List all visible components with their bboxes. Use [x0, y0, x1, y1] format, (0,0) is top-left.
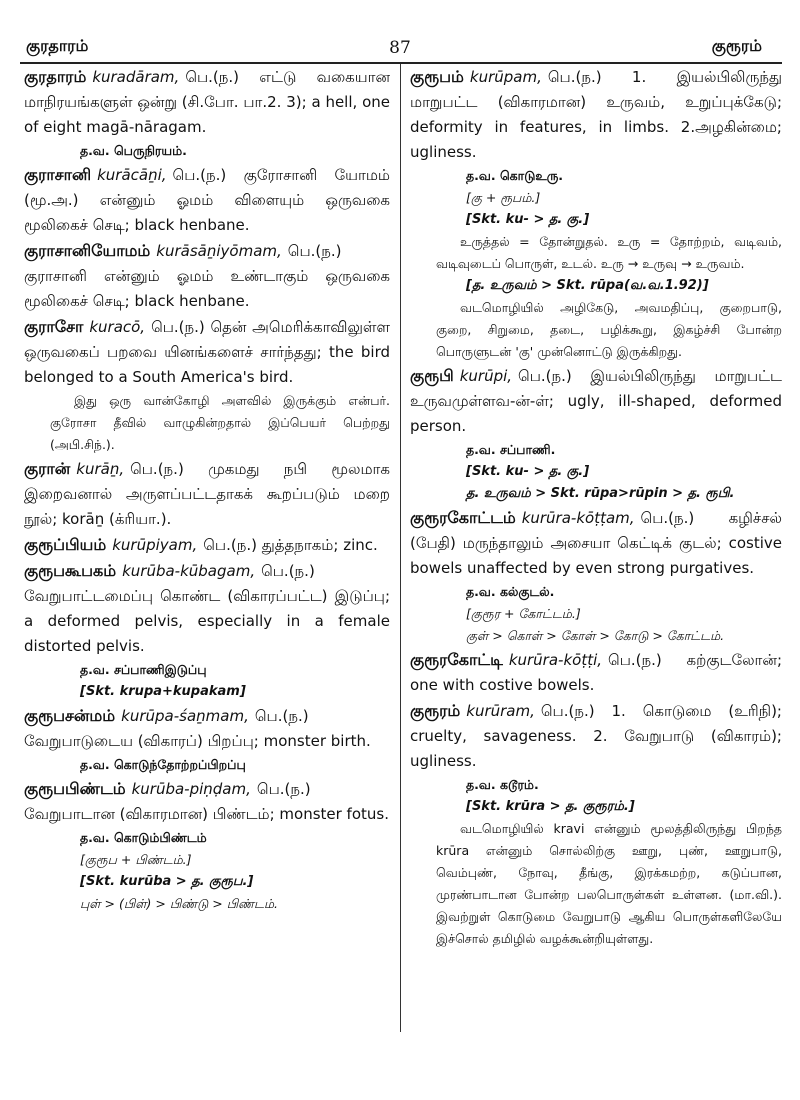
page-number: 87	[389, 38, 411, 58]
headword: குராசானியோமம்	[24, 241, 151, 260]
headword: குரூப்பியம்	[24, 535, 107, 554]
headword: குரான்	[24, 459, 71, 478]
transliteration: kurūba-piṇḍam,	[131, 780, 251, 798]
transliteration: kurūra-kōṭṭi,	[508, 651, 603, 669]
definition: பெ.(ந.) வேறுபாடுடைய (விகாரப்) பிறப்பு; monster birth.	[24, 707, 371, 750]
sanskrit-source: [Skt. krūra > த. குரூரம்.]	[466, 799, 635, 814]
derivation-reference: த. உருவம் > Skt. rūpa>rūpin > த. ரூபி.	[466, 486, 735, 501]
headword: குரூபி	[410, 366, 454, 385]
transliteration: kurūpi,	[459, 367, 513, 385]
headword: குரூபபிண்டம்	[24, 779, 126, 798]
etymology-note: உருத்தல் = தோன்றுதல். உரு = தோற்றம், வடிவம், வடிவுடைப் பொருள், உடல். உரு → உருவு → உருவம்.	[436, 234, 782, 271]
headword: குரூரகோட்டி	[410, 650, 503, 669]
derivation-chain: குள் > கொள் > கோள் > கோடு > கோட்டம்.	[466, 628, 725, 643]
transliteration: kurūba-kūbagam,	[122, 562, 256, 580]
definition: பெ.(ந.) வேறுபாடான (விகாரமான) பிண்டம்; monster fotus.	[24, 780, 389, 823]
transliteration: kuracō,	[89, 318, 146, 336]
tamil-equivalent: த.வ. கொடுந்தோற்றப்பிறப்பு	[80, 757, 246, 772]
word-formation: [குரூப + பிண்டம்.]	[80, 852, 192, 867]
etymology-note: வடமொழியில் kravi என்னும் மூலத்திலிருந்து பிறந்த krūra என்னும் சொல்லிற்கு ஊறு, புண், ஊறுபாடு, வெம்புண், நோவு, தீங்கு, இரக்கமற்ற, கடுப்பான, முரண்பாடான போன்ற பலபொருள்கள் உள்ளன. (மா.வி.). இவற்றுள் கொடுமை வேறுபாடு ஆகிய பொருள்களிலேயே இச்சொல் தமிழில் வழக்கூன்றியுள்ளது.	[436, 821, 782, 946]
tamil-equivalent: த.வ. கல்குடல்.	[466, 584, 555, 599]
definition: பெ.(ந.) எட்டு வகையான மாநிரயங்களுள் ஒன்று (சி.போ. பா.2. 3); a hell, one of eight magā-nāragam.	[24, 68, 390, 136]
dictionary-entry	[24, 703, 390, 754]
tamil-equivalent: த.வ. சப்பாணி.	[466, 442, 556, 457]
definition: பெ.(ந.) தென் அமெரிக்காவிலுள்ள ஒருவகைப் பறவை யினங்களைச் சார்ந்தது; the bird belonged to a South America's bird.	[24, 318, 390, 386]
headword: குரூபகூபகம்	[24, 561, 117, 580]
transliteration: kuradāram,	[92, 68, 180, 86]
word-formation: [கு + ரூபம்.]	[466, 190, 541, 205]
dictionary-entry	[24, 558, 390, 659]
dictionary-entry	[410, 647, 782, 698]
headword: குராசானி	[24, 165, 92, 184]
transliteration: kurūram,	[466, 702, 535, 720]
sanskrit-source: [Skt. ku- > த. கு.]	[466, 212, 590, 227]
definition: பெ.(ந.) குராசானி என்னும் ஓமம் உண்டாகும் ஒருவகை மூலிகைச் செடி; black henbane.	[24, 242, 390, 310]
dictionary-entry	[24, 162, 390, 238]
derivation-chain: புள் > (பிள்) > பிண்டு > பிண்டம்.	[80, 896, 279, 911]
dictionary-entry	[24, 776, 390, 827]
sanskrit-source: [Skt. kurūba > த. குரூப.]	[80, 874, 254, 889]
dictionary-entry	[24, 64, 390, 140]
dictionary-entry	[24, 532, 390, 558]
dictionary-entry	[24, 314, 390, 390]
right-column	[410, 64, 782, 950]
headword: குராசோ	[24, 317, 84, 336]
guide-word-left: குரதாரம்	[26, 36, 89, 55]
headword: குரூரம்	[410, 701, 461, 720]
definition: பெ.(ந.) 1. கொடுமை (உரிநி); cruelty, savageness. 2. வேறுபாடு (விகாரம்); ugliness.	[410, 702, 782, 770]
etymology-note: வடமொழியில் அழிகேடு, அவமதிப்பு, குறைபாடு, குறை, சிறுமை, தடை, பழிக்கூறு, இகழ்ச்சி போன்ற பொருளுடன் 'கு' முன்னொட்டு இருக்கிறது.	[436, 300, 782, 359]
headword: குரூபசன்மம்	[24, 706, 116, 725]
column-divider	[400, 64, 401, 1032]
transliteration: kurūra-kōṭṭam,	[521, 509, 635, 527]
definition: பெ.(ந.) இயல்பிலிருந்து மாறுபட்ட உருவமுள்ளவ-ன்-ள்; ugly, ill-shaped, deformed person.	[410, 367, 782, 435]
definition: பெ.(ந.) துத்தநாகம்; zinc.	[203, 536, 378, 554]
transliteration: kurāṉ,	[76, 460, 125, 478]
headword: குரூபம்	[410, 67, 464, 86]
dictionary-entry	[410, 505, 782, 581]
definition: பெ.(ந.) முகமது நபி மூலமாக இறைவனால் அருளப்பட்டதாகக் கூறப்படும் மறை நூல்; korāṉ (க்ரியா.).	[24, 460, 390, 528]
transliteration: kurāsāṉiyōmam,	[156, 242, 282, 260]
transliteration: kurūpam,	[469, 68, 542, 86]
headword: குரூரகோட்டம்	[410, 508, 516, 527]
tamil-equivalent: த.வ. கடூரம்.	[466, 777, 539, 792]
definition: பெ.(ந.) வேறுபாட்டமைப்பு கொண்ட (விகாரப்பட்ட) இடுப்பு; a deformed pelvis, especially in a female distorted pelvis.	[24, 562, 390, 655]
definition: பெ.(ந.) கழிச்சல் (பேதி) மருந்தாலும் அசையா கெட்டிக் குடல்; costive bowels unaffected by even strong purgatives.	[410, 509, 782, 577]
sanskrit-source: [Skt. krupa+kupakam]	[80, 684, 246, 699]
derivation-reference: [த. உருவம் > Skt. rūpa(வ.வ.1.92)]	[466, 278, 709, 293]
transliteration: kurācāṉi,	[97, 166, 167, 184]
left-column	[24, 64, 390, 915]
word-formation: [குரூர + கோட்டம்.]	[466, 606, 581, 621]
transliteration: kurūpa-śaṉmam,	[121, 707, 249, 725]
sanskrit-source: [Skt. ku- > த. கு.]	[466, 464, 590, 479]
definition: பெ.(ந.) குரோசானி யோமம் (மூ.அ.) என்னும் ஓமம் விளையும் ஒருவகை மூலிகைச் செடி; black henbane.	[24, 166, 390, 234]
dictionary-entry	[410, 64, 782, 165]
dictionary-entry	[410, 363, 782, 439]
dictionary-entry	[24, 238, 390, 314]
headword: குரதாரம்	[24, 67, 87, 86]
tamil-equivalent: த.வ. கொடுஉரு.	[466, 168, 564, 183]
dictionary-entry	[410, 698, 782, 774]
tamil-equivalent: த.வ. பெருநிரயம்.	[80, 143, 187, 158]
guide-word-right: குரூரம்	[711, 36, 762, 55]
tamil-equivalent: த.வ. கொடும்பிண்டம்	[80, 830, 207, 845]
page-header	[0, 0, 800, 64]
transliteration: kurūpiyam,	[112, 536, 198, 554]
tamil-equivalent: த.வ. சப்பாணிஇடுப்பு	[80, 662, 207, 677]
definition: பெ.(ந.) 1. இயல்பிலிருந்து மாறுபட்ட (விகாரமான) உருவம், உறுப்புக்கேடு; deformity in features, in limbs. 2.அழகின்மை; ugliness.	[410, 68, 782, 161]
definition: பெ.(ந.) கற்குடலோன்; one with costive bowels.	[410, 651, 782, 694]
etymology-note: இது ஒரு வான்கோழி அளவில் இருக்கும் என்பர். குரோசா தீவில் வாழுகின்றதால் இப்பெயர் பெற்றது (அபி.சிந்.).	[50, 393, 390, 452]
dictionary-entry	[24, 456, 390, 532]
